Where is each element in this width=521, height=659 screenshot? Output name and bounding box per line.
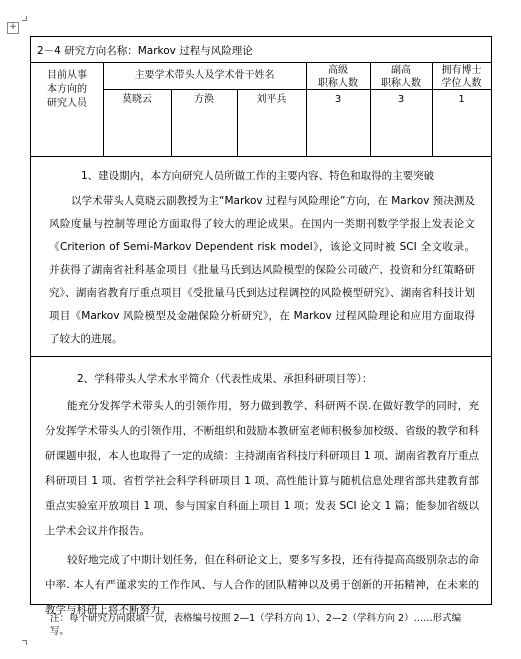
staff-row-label	[31, 63, 103, 157]
section-1-heading: 1、建设期内，本方向研究人员所做工作的主要内容、特色和取得的主要突破	[81, 170, 435, 182]
direction-title: 2－4 研究方向名称：Markov 过程与风险理论	[37, 45, 253, 57]
staff-name-2: 方涣	[194, 94, 214, 105]
section-2-heading: 2、学科带头人学术水平简介（代表性成果、承担科研项目等）：	[77, 373, 373, 385]
names-header: 主要学术带头人及学术骨干姓名	[134, 70, 275, 81]
section-2-row	[31, 357, 491, 616]
table-move-handle-icon[interactable]: +	[7, 22, 19, 34]
staff-name-3: 刘平兵	[256, 94, 287, 105]
staff-row	[31, 63, 491, 157]
crop-mark-bottom-left	[22, 640, 27, 645]
staff-name-1: 莫晓云	[122, 94, 152, 105]
phd-header: 拥有博士 学位人数	[441, 65, 482, 89]
section-1-text: 以学术带头人莫晓云副教授为主“Markov 过程与风险理论”方向，在 Markov 预决测及风险度量与控制等理论方面取得了较大的理论成果。在国内一类期刊数学学报上发表论文《Criterion of Semi-Markov Dependent risk model》，该论文同时被 SCI 全文收录。并获得了湖南省社科基金项目《批量马氏到达风险模型的保险公司破产、投资和分红策略研究》、湖南省教育厅重点项目《受批量马氏到达过程调控的风险模型研究》、湖南省科技计划项目《Markov 风险模型及金融保险分析研究》，在 Markov 过程风险理论和应用方面取得了较大的进展。	[49, 195, 475, 345]
senior-count: 3	[334, 94, 342, 105]
associate-count: 3	[397, 94, 405, 105]
section-2-body	[45, 367, 479, 623]
section-1-body	[49, 165, 475, 351]
associate-header: 副高 职称人数	[381, 65, 421, 89]
senior-header: 高级 职称人数	[318, 65, 358, 89]
crop-mark-top-left	[22, 16, 27, 21]
row-label-line-2: 本方向的	[47, 84, 87, 95]
section-2-text-1: 能充分发挥学术带头人的引领作用，努力做到教学、科研两不误.在做好教学的同时，充分发挥学术带头人的引领作用，不断组织和鼓励本教研室老师积极参加校级、省级的教学和科研课题申报，本人也取得了一定的成绩：主持湖南省科技厅科研项目 1 项、湖南省教育厅重点科研项目 1 项、省哲学社会科学科研项目 1 项、高性能计算与随机信息处理省部共建教育部重点实验室开放项目 1 项、参与国家自科面上项目 1 项；发表 SCI 论文 1 篇；能参加省级以上学术会议并作报告。	[45, 400, 479, 537]
section-2-text-2: 较好地完成了中期计划任务，但在科研论文上，要多写多投，还有待提高高级别杂志的命中率. 本人有严谨求实的工作作风、与人合作的团队精神以及勇于创新的开拓精神，在未来的教学与科研上将不断努力。	[45, 554, 479, 616]
footnote: 注：每个研究方向限填一页，表格编号按照 2—1（学科方向 1）、2—2（学科方向 2）……形式编写。	[50, 613, 462, 637]
research-direction-table	[30, 36, 492, 616]
row-label-line-1: 目前从事	[47, 70, 87, 81]
phd-count: 1	[458, 94, 465, 105]
title-row	[31, 37, 491, 63]
section-1-row	[31, 157, 491, 357]
row-label-line-3: 研究人员	[47, 98, 87, 109]
